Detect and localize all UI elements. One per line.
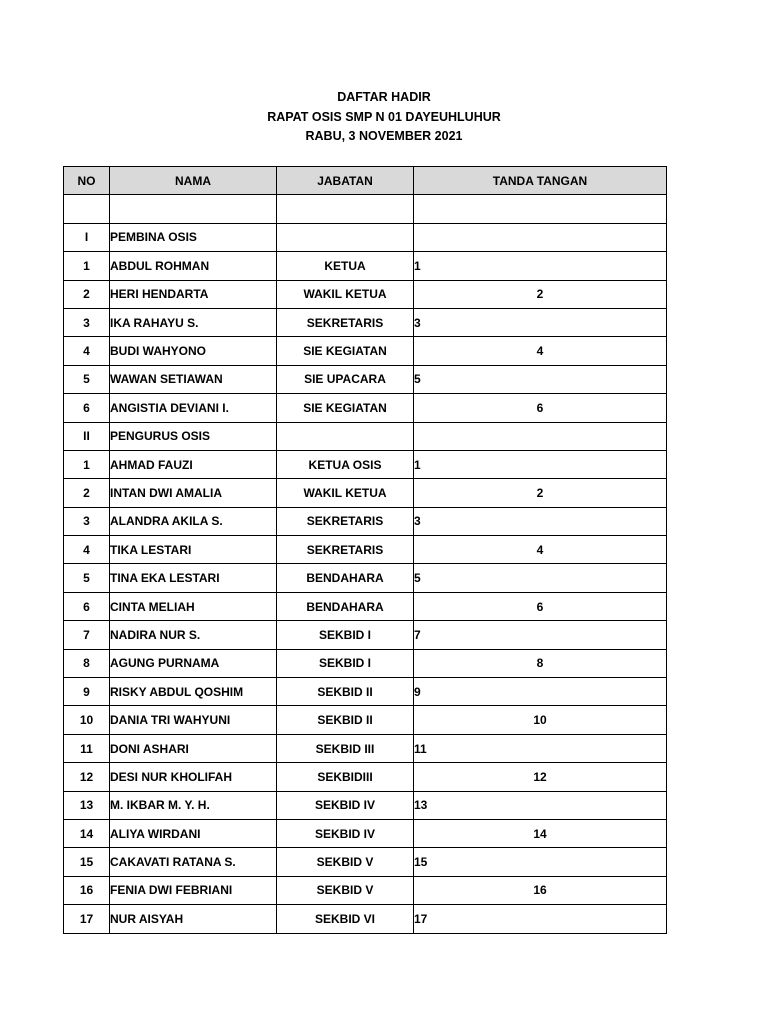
cell-jabatan: SEKBID I <box>277 649 414 677</box>
cell-tanda-tangan: 8 <box>414 649 667 677</box>
cell-tanda-tangan: 2 <box>414 280 667 308</box>
cell-jabatan <box>277 223 414 251</box>
column-header-jabatan: JABATAN <box>277 167 414 195</box>
cell-tanda-tangan: 14 <box>414 819 667 847</box>
cell-nama: PENGURUS OSIS <box>110 422 277 450</box>
table-row <box>64 791 667 819</box>
cell-nama: ABDUL ROHMAN <box>110 252 277 280</box>
cell-no: II <box>64 422 110 450</box>
table-row <box>64 763 667 791</box>
cell-jabatan <box>277 195 414 223</box>
table-row <box>64 365 667 393</box>
cell-jabatan: BENDAHARA <box>277 592 414 620</box>
column-header-tanda-tangan: TANDA TANGAN <box>414 167 667 195</box>
cell-no: 5 <box>64 365 110 393</box>
cell-no: 10 <box>64 706 110 734</box>
cell-no: 4 <box>64 337 110 365</box>
table-row <box>64 479 667 507</box>
cell-no: 6 <box>64 394 110 422</box>
cell-no: 14 <box>64 819 110 847</box>
cell-no <box>64 195 110 223</box>
cell-tanda-tangan: 12 <box>414 763 667 791</box>
cell-jabatan: SEKBID II <box>277 706 414 734</box>
cell-jabatan <box>277 422 414 450</box>
table-row <box>64 592 667 620</box>
cell-tanda-tangan: 7 <box>414 621 667 649</box>
cell-tanda-tangan: 15 <box>414 848 667 876</box>
cell-tanda-tangan: 2 <box>414 479 667 507</box>
cell-nama: ANGISTIA DEVIANI I. <box>110 394 277 422</box>
cell-no: 1 <box>64 252 110 280</box>
table-row <box>64 876 667 904</box>
cell-jabatan: SEKBID I <box>277 621 414 649</box>
table-header-row <box>64 167 667 195</box>
cell-jabatan: SEKBID IV <box>277 819 414 847</box>
cell-nama: FENIA DWI FEBRIANI <box>110 876 277 904</box>
table-row <box>64 195 667 223</box>
cell-no: 1 <box>64 450 110 478</box>
cell-jabatan: SEKBID V <box>277 848 414 876</box>
cell-no: 17 <box>64 905 110 933</box>
table-row <box>64 734 667 762</box>
cell-jabatan: SEKRETARIS <box>277 308 414 336</box>
header-meeting: RAPAT OSIS SMP N 01 DAYEUHLUHUR <box>267 109 501 124</box>
cell-nama: HERI HENDARTA <box>110 280 277 308</box>
cell-no: 3 <box>64 507 110 535</box>
table-row <box>64 848 667 876</box>
cell-nama: DANIA TRI WAHYUNI <box>110 706 277 734</box>
cell-no: 6 <box>64 592 110 620</box>
cell-tanda-tangan: 10 <box>414 706 667 734</box>
cell-tanda-tangan: 6 <box>414 394 667 422</box>
cell-nama: TINA EKA LESTARI <box>110 564 277 592</box>
cell-tanda-tangan: 16 <box>414 876 667 904</box>
cell-nama: NUR AISYAH <box>110 905 277 933</box>
table-row <box>64 564 667 592</box>
cell-tanda-tangan: 9 <box>414 678 667 706</box>
cell-tanda-tangan: 5 <box>414 564 667 592</box>
cell-tanda-tangan: 3 <box>414 308 667 336</box>
table-row <box>64 507 667 535</box>
cell-tanda-tangan: 6 <box>414 592 667 620</box>
table-row <box>64 252 667 280</box>
cell-tanda-tangan: 13 <box>414 791 667 819</box>
cell-tanda-tangan: 11 <box>414 734 667 762</box>
table-row <box>64 280 667 308</box>
cell-jabatan: SEKBID III <box>277 734 414 762</box>
cell-tanda-tangan <box>414 223 667 251</box>
cell-no: 12 <box>64 763 110 791</box>
cell-nama: BUDI WAHYONO <box>110 337 277 365</box>
cell-no: 16 <box>64 876 110 904</box>
cell-jabatan: SEKRETARIS <box>277 536 414 564</box>
header-date: RABU, 3 NOVEMBER 2021 <box>305 129 463 143</box>
column-header-nama: NAMA <box>110 167 277 195</box>
cell-nama: AGUNG PURNAMA <box>110 649 277 677</box>
cell-nama: PEMBINA OSIS <box>110 223 277 251</box>
table-row <box>64 337 667 365</box>
cell-nama: DESI NUR KHOLIFAH <box>110 763 277 791</box>
cell-jabatan: SEKBID II <box>277 678 414 706</box>
cell-nama: CINTA MELIAH <box>110 592 277 620</box>
table-row <box>64 536 667 564</box>
cell-no: 4 <box>64 536 110 564</box>
cell-jabatan: KETUA OSIS <box>277 450 414 478</box>
cell-nama: INTAN DWI AMALIA <box>110 479 277 507</box>
table-row <box>64 819 667 847</box>
cell-tanda-tangan: 17 <box>414 905 667 933</box>
attendance-table <box>63 166 667 934</box>
cell-no: 7 <box>64 621 110 649</box>
cell-nama: DONI ASHARI <box>110 734 277 762</box>
cell-tanda-tangan: 4 <box>414 536 667 564</box>
cell-nama: RISKY ABDUL QOSHIM <box>110 678 277 706</box>
cell-nama: ALANDRA AKILA S. <box>110 507 277 535</box>
cell-no: 2 <box>64 479 110 507</box>
table-row <box>64 450 667 478</box>
cell-nama: NADIRA NUR S. <box>110 621 277 649</box>
cell-jabatan: SEKBID IV <box>277 791 414 819</box>
cell-tanda-tangan <box>414 422 667 450</box>
table-row <box>64 308 667 336</box>
cell-jabatan: WAKIL KETUA <box>277 280 414 308</box>
cell-jabatan: SEKBID V <box>277 876 414 904</box>
cell-tanda-tangan: 1 <box>414 252 667 280</box>
cell-tanda-tangan: 1 <box>414 450 667 478</box>
column-header-no: NO <box>64 167 110 195</box>
cell-nama: IKA RAHAYU S. <box>110 308 277 336</box>
cell-jabatan: SIE KEGIATAN <box>277 394 414 422</box>
cell-no: 8 <box>64 649 110 677</box>
document-header <box>0 88 768 147</box>
cell-nama: ALIYA WIRDANI <box>110 819 277 847</box>
cell-nama: TIKA LESTARI <box>110 536 277 564</box>
table-body <box>64 195 667 933</box>
cell-jabatan: BENDAHARA <box>277 564 414 592</box>
cell-no: I <box>64 223 110 251</box>
cell-jabatan: SEKRETARIS <box>277 507 414 535</box>
cell-tanda-tangan <box>414 195 667 223</box>
cell-no: 15 <box>64 848 110 876</box>
table-row <box>64 422 667 450</box>
header-title: DAFTAR HADIR <box>337 90 431 104</box>
cell-nama: WAWAN SETIAWAN <box>110 365 277 393</box>
table-row <box>64 223 667 251</box>
cell-jabatan: KETUA <box>277 252 414 280</box>
cell-no: 5 <box>64 564 110 592</box>
cell-jabatan: SEKBID VI <box>277 905 414 933</box>
cell-jabatan: WAKIL KETUA <box>277 479 414 507</box>
table-row <box>64 621 667 649</box>
cell-jabatan: SEKBIDIII <box>277 763 414 791</box>
cell-no: 3 <box>64 308 110 336</box>
cell-nama: M. IKBAR M. Y. H. <box>110 791 277 819</box>
table-row <box>64 394 667 422</box>
table-row <box>64 706 667 734</box>
cell-no: 2 <box>64 280 110 308</box>
cell-tanda-tangan: 3 <box>414 507 667 535</box>
cell-tanda-tangan: 4 <box>414 337 667 365</box>
table-row <box>64 649 667 677</box>
cell-jabatan: SIE UPACARA <box>277 365 414 393</box>
cell-no: 11 <box>64 734 110 762</box>
cell-nama <box>110 195 277 223</box>
cell-nama: AHMAD FAUZI <box>110 450 277 478</box>
cell-tanda-tangan: 5 <box>414 365 667 393</box>
table-row <box>64 678 667 706</box>
cell-no: 9 <box>64 678 110 706</box>
cell-nama: CAKAVATI RATANA S. <box>110 848 277 876</box>
cell-jabatan: SIE KEGIATAN <box>277 337 414 365</box>
table-row <box>64 905 667 933</box>
cell-no: 13 <box>64 791 110 819</box>
